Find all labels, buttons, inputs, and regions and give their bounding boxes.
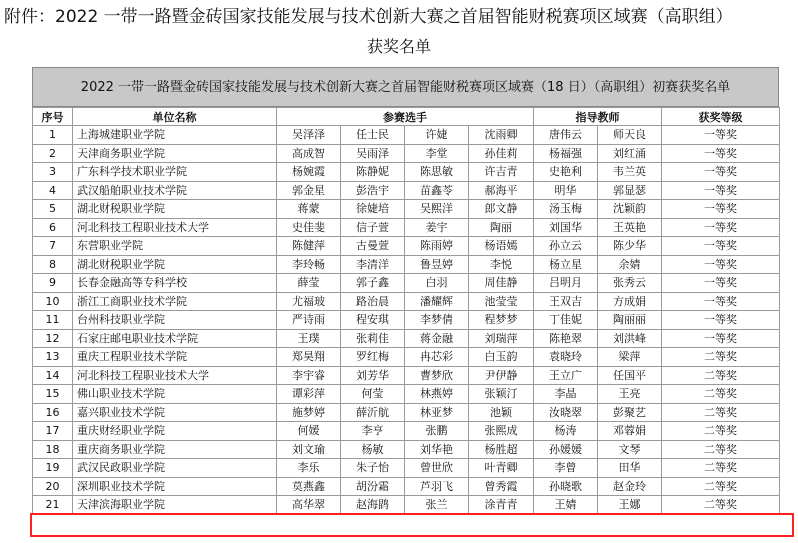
cell-award: 一等奖 <box>662 163 780 182</box>
cell-school: 上海城建职业学院 <box>73 126 277 145</box>
table-row <box>33 440 780 459</box>
cell-teacher: 王娜 <box>598 496 662 515</box>
cell-no: 9 <box>33 274 73 293</box>
cell-player: 赵海鹍 <box>341 496 405 515</box>
document-subtitle: 获奖名单 <box>366 37 431 56</box>
cell-teacher: 陈艳翠 <box>534 329 598 348</box>
cell-award: 一等奖 <box>662 292 780 311</box>
cell-school: 重庆工程职业技术学院 <box>73 348 277 367</box>
cell-player: 陈健萍 <box>277 237 341 256</box>
table-row <box>33 255 780 274</box>
cell-award: 二等奖 <box>662 440 780 459</box>
cell-player: 信子萱 <box>341 218 405 237</box>
cell-player: 潘耀辉 <box>405 292 469 311</box>
cell-teacher: 刘红涌 <box>598 144 662 163</box>
cell-award: 二等奖 <box>662 385 780 404</box>
cell-teacher: 郭显瑟 <box>598 181 662 200</box>
cell-player: 白玉韵 <box>469 348 534 367</box>
cell-school: 河北科技工程职业技术大学 <box>73 218 277 237</box>
cell-teacher: 吕明月 <box>534 274 598 293</box>
cell-award: 二等奖 <box>662 403 780 422</box>
cell-award: 二等奖 <box>662 459 780 478</box>
cell-teacher: 余婧 <box>598 255 662 274</box>
cell-no: 7 <box>33 237 73 256</box>
cell-player: 杨敏 <box>341 440 405 459</box>
cell-award: 一等奖 <box>662 329 780 348</box>
cell-player: 尹伊静 <box>469 366 534 385</box>
cell-teacher: 杨福强 <box>534 144 598 163</box>
cell-player: 张熙成 <box>469 422 534 441</box>
cell-award: 二等奖 <box>662 422 780 441</box>
cell-teacher: 王婧 <box>534 496 598 515</box>
cell-award: 二等奖 <box>662 477 780 496</box>
cell-player: 罗红梅 <box>341 348 405 367</box>
cell-player: 曾世欣 <box>405 459 469 478</box>
cell-school: 河北科技工程职业技术大学 <box>73 366 277 385</box>
cell-player: 李玲畅 <box>277 255 341 274</box>
cell-no: 15 <box>33 385 73 404</box>
cell-teacher: 王英艳 <box>598 218 662 237</box>
cell-player: 高华翠 <box>277 496 341 515</box>
cell-player: 王璞 <box>277 329 341 348</box>
header-award: 获奖等级 <box>662 108 780 126</box>
cell-player: 许吉青 <box>469 163 534 182</box>
header-players: 参赛选手 <box>277 108 534 126</box>
cell-player: 林燕婷 <box>405 385 469 404</box>
cell-player: 刘瑞萍 <box>469 329 534 348</box>
table-row <box>33 200 780 219</box>
cell-teacher: 田华 <box>598 459 662 478</box>
cell-no: 14 <box>33 366 73 385</box>
cell-player: 郭金星 <box>277 181 341 200</box>
cell-player: 郝海平 <box>469 181 534 200</box>
cell-no: 6 <box>33 218 73 237</box>
cell-player: 李梦倩 <box>405 311 469 330</box>
cell-teacher: 汝晓翠 <box>534 403 598 422</box>
cell-school: 湖北财税职业学院 <box>73 200 277 219</box>
cell-player: 徐婕培 <box>341 200 405 219</box>
cell-award: 一等奖 <box>662 237 780 256</box>
cell-school: 广东科学技术职业学院 <box>73 163 277 182</box>
cell-no: 11 <box>33 311 73 330</box>
table-row <box>33 496 780 515</box>
cell-teacher: 王双吉 <box>534 292 598 311</box>
cell-player: 李宇睿 <box>277 366 341 385</box>
table-row <box>33 144 780 163</box>
results-sheet <box>32 67 779 515</box>
cell-teacher: 韦兰英 <box>598 163 662 182</box>
cell-player: 高成智 <box>277 144 341 163</box>
cell-player: 施梦婷 <box>277 403 341 422</box>
cell-player: 张鹏 <box>405 422 469 441</box>
table-row <box>33 181 780 200</box>
table-row <box>33 477 780 496</box>
cell-player: 张兰 <box>405 496 469 515</box>
cell-player: 吴泽泽 <box>277 126 341 145</box>
cell-player: 叶青卿 <box>469 459 534 478</box>
cell-player: 曹梦欣 <box>405 366 469 385</box>
cell-no: 10 <box>33 292 73 311</box>
cell-player: 李乐 <box>277 459 341 478</box>
cell-no: 4 <box>33 181 73 200</box>
cell-player: 古曼萱 <box>341 237 405 256</box>
cell-player: 薛沂航 <box>341 403 405 422</box>
cell-player: 杨语嫣 <box>469 237 534 256</box>
header-school: 单位名称 <box>73 108 277 126</box>
cell-player: 鲁昱婷 <box>405 255 469 274</box>
table-row <box>33 422 780 441</box>
cell-player: 张颖汀 <box>469 385 534 404</box>
cell-award: 二等奖 <box>662 496 780 515</box>
cell-school: 天津滨海职业学院 <box>73 496 277 515</box>
cell-player: 涂青青 <box>469 496 534 515</box>
cell-player: 苗鑫苓 <box>405 181 469 200</box>
cell-no: 2 <box>33 144 73 163</box>
cell-no: 21 <box>33 496 73 515</box>
cell-award: 一等奖 <box>662 181 780 200</box>
cell-school: 重庆商务职业学院 <box>73 440 277 459</box>
cell-player: 吴熙洋 <box>405 200 469 219</box>
cell-teacher: 沈颖韵 <box>598 200 662 219</box>
cell-teacher: 邓蓉娟 <box>598 422 662 441</box>
cell-school: 长春金融高等专科学校 <box>73 274 277 293</box>
cell-player: 路治晨 <box>341 292 405 311</box>
cell-teacher: 师天良 <box>598 126 662 145</box>
cell-player: 芦羽飞 <box>405 477 469 496</box>
cell-school: 武汉民政职业学院 <box>73 459 277 478</box>
cell-player: 蒋蒙 <box>277 200 341 219</box>
cell-teacher: 刘洪峰 <box>598 329 662 348</box>
cell-teacher: 袁晓玲 <box>534 348 598 367</box>
cell-player: 史佳斐 <box>277 218 341 237</box>
cell-teacher: 李曾 <box>534 459 598 478</box>
cell-school: 天津商务职业学院 <box>73 144 277 163</box>
cell-award: 一等奖 <box>662 311 780 330</box>
header-teachers: 指导教师 <box>534 108 662 126</box>
cell-player: 郭子鑫 <box>341 274 405 293</box>
cell-player: 谭彩萍 <box>277 385 341 404</box>
highlight-box <box>30 513 794 537</box>
cell-teacher: 梁萍 <box>598 348 662 367</box>
table-row <box>33 329 780 348</box>
table-row <box>33 237 780 256</box>
cell-teacher: 孙晓歌 <box>534 477 598 496</box>
cell-player: 李堂 <box>405 144 469 163</box>
cell-school: 嘉兴职业技术学院 <box>73 403 277 422</box>
cell-teacher: 文琴 <box>598 440 662 459</box>
cell-teacher: 王亮 <box>598 385 662 404</box>
cell-player: 姜宇 <box>405 218 469 237</box>
cell-player: 陈静妮 <box>341 163 405 182</box>
cell-teacher: 王立广 <box>534 366 598 385</box>
cell-teacher: 李晶 <box>534 385 598 404</box>
cell-player: 李悦 <box>469 255 534 274</box>
cell-player: 薛莹 <box>277 274 341 293</box>
cell-school: 佛山职业技术学院 <box>73 385 277 404</box>
table-row <box>33 292 780 311</box>
cell-player: 孙佳莉 <box>469 144 534 163</box>
cell-player: 程安琪 <box>341 311 405 330</box>
cell-player: 张莉佳 <box>341 329 405 348</box>
cell-teacher: 彭聚艺 <box>598 403 662 422</box>
cell-player: 郎文静 <box>469 200 534 219</box>
cell-player: 陈雨婷 <box>405 237 469 256</box>
cell-player: 刘华艳 <box>405 440 469 459</box>
table-row <box>33 311 780 330</box>
table-row <box>33 274 780 293</box>
cell-no: 18 <box>33 440 73 459</box>
cell-teacher: 张秀云 <box>598 274 662 293</box>
cell-no: 1 <box>33 126 73 145</box>
cell-teacher: 杨涛 <box>534 422 598 441</box>
cell-player: 朱子怡 <box>341 459 405 478</box>
cell-award: 二等奖 <box>662 348 780 367</box>
cell-player: 沈雨卿 <box>469 126 534 145</box>
document-title: 附件：2022 一带一路暨金砖国家技能发展与技术创新大赛之首届智能财税赛项区域赛（高职组） <box>4 7 733 27</box>
cell-teacher: 陶丽丽 <box>598 311 662 330</box>
cell-player: 白羽 <box>405 274 469 293</box>
cell-player: 刘芳华 <box>341 366 405 385</box>
cell-player: 陈思敏 <box>405 163 469 182</box>
cell-player: 冉芯彩 <box>405 348 469 367</box>
cell-school: 石家庄邮电职业技术学院 <box>73 329 277 348</box>
cell-teacher: 任国平 <box>598 366 662 385</box>
cell-player: 吴雨泽 <box>341 144 405 163</box>
cell-no: 16 <box>33 403 73 422</box>
cell-school: 湖北财税职业学院 <box>73 255 277 274</box>
cell-player: 胡汾霜 <box>341 477 405 496</box>
cell-school: 深圳职业技术学院 <box>73 477 277 496</box>
cell-award: 一等奖 <box>662 200 780 219</box>
cell-player: 曾秀霞 <box>469 477 534 496</box>
cell-no: 5 <box>33 200 73 219</box>
cell-player: 刘文瑜 <box>277 440 341 459</box>
cell-teacher: 孙立云 <box>534 237 598 256</box>
cell-award: 二等奖 <box>662 366 780 385</box>
cell-no: 12 <box>33 329 73 348</box>
cell-school: 东营职业学院 <box>73 237 277 256</box>
table-row <box>33 459 780 478</box>
cell-player: 周佳静 <box>469 274 534 293</box>
award-table <box>32 107 780 515</box>
cell-teacher: 陈少华 <box>598 237 662 256</box>
cell-school: 武汉船舶职业技术学院 <box>73 181 277 200</box>
cell-player: 郑昊翔 <box>277 348 341 367</box>
cell-award: 一等奖 <box>662 255 780 274</box>
cell-player: 池颖 <box>469 403 534 422</box>
cell-school: 台州科技职业学院 <box>73 311 277 330</box>
table-header-row <box>33 108 780 126</box>
cell-player: 池莹莹 <box>469 292 534 311</box>
table-row <box>33 218 780 237</box>
cell-teacher: 孙媛媛 <box>534 440 598 459</box>
table-row <box>33 348 780 367</box>
table-row <box>33 385 780 404</box>
cell-teacher: 方成娟 <box>598 292 662 311</box>
cell-player: 蒋金融 <box>405 329 469 348</box>
cell-player: 杨胜超 <box>469 440 534 459</box>
cell-teacher: 刘国华 <box>534 218 598 237</box>
cell-player: 任士民 <box>341 126 405 145</box>
cell-teacher: 丁佳妮 <box>534 311 598 330</box>
cell-school: 浙江工商职业技术学院 <box>73 292 277 311</box>
cell-no: 19 <box>33 459 73 478</box>
cell-teacher: 唐伟云 <box>534 126 598 145</box>
table-banner: 2022 一带一路暨金砖国家技能发展与技术创新大赛之首届智能财税赛项区域赛（18 日）（高职组）初赛获奖名单 <box>32 67 779 107</box>
cell-player: 莫燕鑫 <box>277 477 341 496</box>
table-row <box>33 126 780 145</box>
header-no: 序号 <box>33 108 73 126</box>
cell-player: 严诗雨 <box>277 311 341 330</box>
cell-player: 林亚梦 <box>405 403 469 422</box>
cell-player: 杨婉霞 <box>277 163 341 182</box>
cell-school: 重庆财经职业学院 <box>73 422 277 441</box>
cell-player: 彭浩宇 <box>341 181 405 200</box>
table-row <box>33 163 780 182</box>
cell-teacher: 明华 <box>534 181 598 200</box>
cell-no: 17 <box>33 422 73 441</box>
cell-player: 李清洋 <box>341 255 405 274</box>
cell-player: 李亨 <box>341 422 405 441</box>
cell-player: 尤福玻 <box>277 292 341 311</box>
table-row <box>33 403 780 422</box>
cell-no: 13 <box>33 348 73 367</box>
cell-no: 20 <box>33 477 73 496</box>
cell-award: 一等奖 <box>662 126 780 145</box>
table-row <box>33 366 780 385</box>
cell-no: 8 <box>33 255 73 274</box>
cell-award: 一等奖 <box>662 218 780 237</box>
cell-teacher: 赵金玲 <box>598 477 662 496</box>
cell-no: 3 <box>33 163 73 182</box>
cell-player: 陶丽 <box>469 218 534 237</box>
cell-teacher: 汤玉梅 <box>534 200 598 219</box>
cell-player: 程梦梦 <box>469 311 534 330</box>
cell-award: 一等奖 <box>662 144 780 163</box>
cell-teacher: 杨立星 <box>534 255 598 274</box>
cell-teacher: 史艳利 <box>534 163 598 182</box>
cell-player: 何莹 <box>341 385 405 404</box>
cell-player: 许婕 <box>405 126 469 145</box>
cell-player: 何媛 <box>277 422 341 441</box>
cell-award: 一等奖 <box>662 274 780 293</box>
